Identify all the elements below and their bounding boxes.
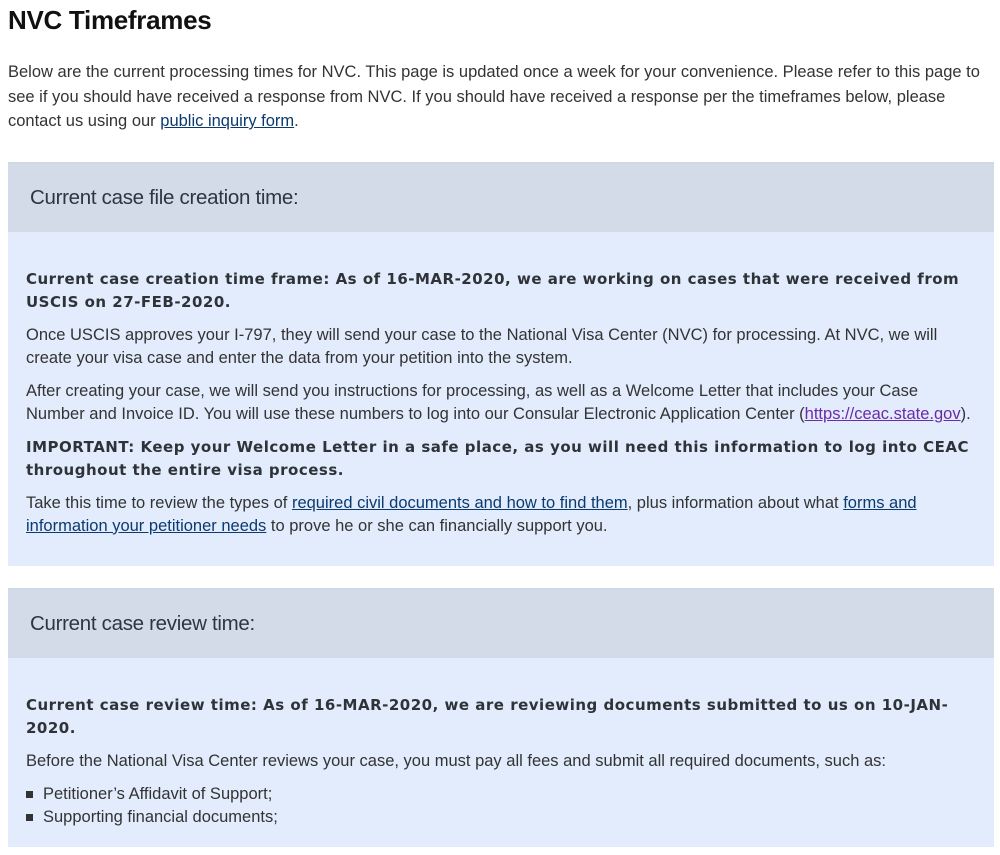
list-item: Petitioner’s Affidavit of Support; bbox=[26, 783, 976, 806]
creation-p2-text: After creating your case, we will send you instructions for processing, as well as a Welcome Letter that includes your Case Number and Invoice ID. You will use these numbers to log into our Consular Electronic Application Center ( bbox=[26, 381, 919, 423]
intro-end: . bbox=[294, 112, 299, 130]
review-timeframe: Current case review time: As of 16-MAR-2020, we are reviewing documents submitted to us on 10-JAN-2020. bbox=[26, 695, 949, 737]
civil-documents-link[interactable]: required civil documents and how to find them bbox=[291, 493, 628, 512]
ceac-link[interactable]: https://ceac.state.gov bbox=[804, 404, 961, 423]
creation-p3-a: Take this time to review the types of bbox=[26, 493, 292, 512]
case-file-creation-body bbox=[8, 232, 994, 566]
page-title: NVC Timeframes bbox=[8, 5, 212, 35]
review-paragraph-1: Before the National Visa Center reviews your case, you must pay all fees and submit all required documents, such as: bbox=[26, 751, 886, 770]
case-review-header: Current case review time: bbox=[8, 590, 994, 658]
case-review-body bbox=[8, 658, 994, 847]
creation-p3-b: , plus information about what bbox=[627, 493, 844, 512]
intro-text: Below are the current processing times for NVC. This page is updated once a week for your convenience. Please refer to this page to see if you should have received a response from NVC. If you should have received a response per the timeframes below, please contact us using our bbox=[8, 63, 980, 130]
required-documents-list bbox=[26, 783, 976, 829]
creation-paragraph-3 bbox=[26, 492, 976, 538]
creation-p2-end: ). bbox=[960, 404, 971, 423]
important-notice: IMPORTANT: Keep your Welcome Letter in a safe place, as you will need this information to log into CEAC throughout the entire visa process. bbox=[26, 437, 969, 479]
public-inquiry-form-link[interactable]: public inquiry form bbox=[160, 112, 295, 130]
case-review-panel bbox=[8, 588, 994, 847]
intro-paragraph bbox=[8, 60, 994, 134]
creation-paragraph-1: Once USCIS approves your I-797, they will send your case to the National Visa Center (NVC) for processing. At NVC, we will create your visa case and enter the data from your petition into the system. bbox=[26, 325, 938, 367]
case-file-creation-panel bbox=[8, 162, 994, 566]
creation-paragraph-2 bbox=[26, 380, 976, 426]
petitioner-forms-link[interactable]: forms and information your petitioner needs bbox=[26, 493, 917, 535]
case-file-creation-header: Current case file creation time: bbox=[8, 164, 994, 232]
creation-timeframe: Current case creation time frame: As of 16-MAR-2020, we are working on cases that were received from USCIS on 27-FEB-2020. bbox=[26, 269, 960, 311]
list-item: Supporting financial documents; bbox=[26, 806, 976, 829]
creation-p3-c: to prove he or she can financially support you. bbox=[266, 516, 608, 535]
